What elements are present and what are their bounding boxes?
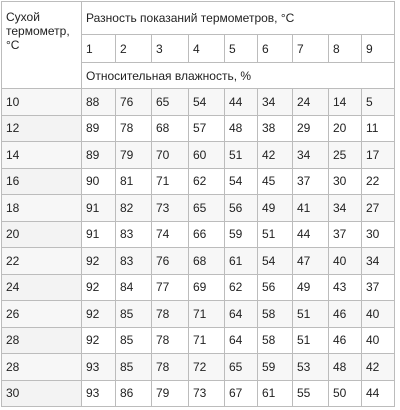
humidity-cell: 40 — [362, 327, 395, 354]
humidity-cell: 73 — [189, 380, 225, 407]
humidity-cell: 49 — [293, 274, 329, 301]
humidity-cell: 56 — [258, 274, 293, 301]
difference-value: 1 — [82, 35, 116, 63]
humidity-cell: 83 — [116, 221, 152, 248]
humidity-cell: 37 — [293, 168, 329, 195]
humidity-cell: 88 — [82, 89, 116, 116]
difference-value: 7 — [293, 35, 329, 63]
humidity-cell: 61 — [258, 380, 293, 407]
humidity-cell: 68 — [152, 115, 189, 142]
humidity-cell: 59 — [258, 354, 293, 381]
dry-temperature-cell: 28 — [2, 354, 82, 381]
humidity-cell: 82 — [116, 195, 152, 222]
humidity-cell: 37 — [329, 221, 362, 248]
humidity-cell: 89 — [82, 142, 116, 169]
humidity-cell: 62 — [225, 274, 258, 301]
humidity-cell: 34 — [258, 89, 293, 116]
humidity-cell: 64 — [225, 327, 258, 354]
dry-temperature-cell: 26 — [2, 301, 82, 328]
humidity-cell: 93 — [82, 354, 116, 381]
humidity-cell: 58 — [258, 327, 293, 354]
humidity-cell: 25 — [329, 142, 362, 169]
humidity-cell: 76 — [116, 89, 152, 116]
dry-temperature-cell: 18 — [2, 195, 82, 222]
humidity-cell: 30 — [329, 168, 362, 195]
humidity-cell: 86 — [116, 380, 152, 407]
humidity-cell: 90 — [82, 168, 116, 195]
difference-header-row — [2, 2, 395, 35]
humidity-cell: 92 — [82, 274, 116, 301]
table-row — [2, 380, 395, 407]
humidity-cell: 54 — [225, 168, 258, 195]
humidity-cell: 44 — [293, 221, 329, 248]
humidity-cell: 51 — [293, 327, 329, 354]
humidity-cell: 48 — [225, 115, 258, 142]
humidity-cell: 71 — [189, 327, 225, 354]
table-row — [2, 274, 395, 301]
table-row — [2, 115, 395, 142]
humidity-cell: 11 — [362, 115, 395, 142]
humidity-cell: 41 — [293, 195, 329, 222]
humidity-cell: 56 — [225, 195, 258, 222]
humidity-cell: 78 — [152, 301, 189, 328]
humidity-cell: 74 — [152, 221, 189, 248]
table-row — [2, 301, 395, 328]
dry-temperature-cell: 28 — [2, 327, 82, 354]
humidity-cell: 53 — [293, 354, 329, 381]
humidity-cell: 54 — [189, 89, 225, 116]
psychrometric-table — [1, 1, 395, 407]
humidity-cell: 34 — [329, 195, 362, 222]
humidity-cell: 49 — [258, 195, 293, 222]
humidity-cell: 47 — [293, 248, 329, 275]
humidity-cell: 48 — [329, 354, 362, 381]
humidity-cell: 54 — [258, 248, 293, 275]
humidity-cell: 91 — [82, 221, 116, 248]
humidity-cell: 69 — [189, 274, 225, 301]
table-row — [2, 142, 395, 169]
humidity-cell: 45 — [258, 168, 293, 195]
humidity-cell: 34 — [362, 248, 395, 275]
humidity-cell: 85 — [116, 327, 152, 354]
humidity-cell: 20 — [329, 115, 362, 142]
dry-temperature-cell: 12 — [2, 115, 82, 142]
humidity-cell: 92 — [82, 301, 116, 328]
humidity-cell: 70 — [152, 142, 189, 169]
humidity-cell: 64 — [225, 301, 258, 328]
humidity-cell: 91 — [82, 195, 116, 222]
humidity-cell: 60 — [189, 142, 225, 169]
difference-value: 2 — [116, 35, 152, 63]
humidity-cell: 14 — [329, 89, 362, 116]
humidity-cell: 76 — [152, 248, 189, 275]
humidity-cell: 67 — [225, 380, 258, 407]
humidity-cell: 22 — [362, 168, 395, 195]
difference-header: Разность показаний термометров, °С — [82, 2, 395, 35]
dry-temperature-cell: 30 — [2, 380, 82, 407]
humidity-cell: 85 — [116, 301, 152, 328]
difference-value: 4 — [189, 35, 225, 63]
humidity-cell: 42 — [362, 354, 395, 381]
humidity-cell: 38 — [258, 115, 293, 142]
humidity-cell: 66 — [189, 221, 225, 248]
difference-value: 9 — [362, 35, 395, 63]
humidity-cell: 44 — [362, 380, 395, 407]
humidity-cell: 84 — [116, 274, 152, 301]
humidity-header: Относительная влажность, % — [82, 63, 395, 89]
humidity-cell: 93 — [82, 380, 116, 407]
humidity-cell: 73 — [152, 195, 189, 222]
table-row — [2, 354, 395, 381]
humidity-cell: 42 — [258, 142, 293, 169]
humidity-cell: 83 — [116, 248, 152, 275]
humidity-cell: 51 — [293, 301, 329, 328]
humidity-cell: 78 — [152, 327, 189, 354]
humidity-cell: 78 — [116, 115, 152, 142]
humidity-cell: 85 — [116, 354, 152, 381]
humidity-cell: 78 — [152, 354, 189, 381]
difference-value: 3 — [152, 35, 189, 63]
table-row — [2, 327, 395, 354]
humidity-cell: 92 — [82, 248, 116, 275]
humidity-cell: 51 — [258, 221, 293, 248]
dry-temperature-cell: 14 — [2, 142, 82, 169]
humidity-cell: 51 — [225, 142, 258, 169]
humidity-cell: 79 — [116, 142, 152, 169]
difference-value: 5 — [225, 35, 258, 63]
humidity-cell: 24 — [293, 89, 329, 116]
dry-thermometer-header: Сухой термометр, °С — [2, 2, 82, 89]
humidity-cell: 59 — [225, 221, 258, 248]
table-row — [2, 195, 395, 222]
humidity-cell: 57 — [189, 115, 225, 142]
humidity-cell: 72 — [189, 354, 225, 381]
humidity-cell: 50 — [329, 380, 362, 407]
table-row — [2, 89, 395, 116]
humidity-cell: 46 — [329, 301, 362, 328]
dry-temperature-cell: 22 — [2, 248, 82, 275]
humidity-cell: 30 — [362, 221, 395, 248]
humidity-cell: 89 — [82, 115, 116, 142]
dry-temperature-cell: 24 — [2, 274, 82, 301]
humidity-cell: 68 — [189, 248, 225, 275]
humidity-cell: 92 — [82, 327, 116, 354]
humidity-cell: 71 — [189, 301, 225, 328]
humidity-cell: 46 — [329, 327, 362, 354]
humidity-cell: 40 — [329, 248, 362, 275]
humidity-cell: 44 — [225, 89, 258, 116]
difference-value: 6 — [258, 35, 293, 63]
humidity-cell: 17 — [362, 142, 395, 169]
humidity-cell: 62 — [189, 168, 225, 195]
humidity-cell: 34 — [293, 142, 329, 169]
humidity-cell: 29 — [293, 115, 329, 142]
humidity-cell: 5 — [362, 89, 395, 116]
humidity-cell: 43 — [329, 274, 362, 301]
humidity-cell: 65 — [225, 354, 258, 381]
humidity-cell: 40 — [362, 301, 395, 328]
table-row — [2, 221, 395, 248]
dry-temperature-cell: 16 — [2, 168, 82, 195]
humidity-cell: 77 — [152, 274, 189, 301]
humidity-cell: 55 — [293, 380, 329, 407]
humidity-cell: 81 — [116, 168, 152, 195]
humidity-cell: 61 — [225, 248, 258, 275]
humidity-cell: 27 — [362, 195, 395, 222]
dry-temperature-cell: 10 — [2, 89, 82, 116]
humidity-cell: 65 — [189, 195, 225, 222]
humidity-cell: 65 — [152, 89, 189, 116]
table-row — [2, 168, 395, 195]
humidity-cell: 71 — [152, 168, 189, 195]
table-row — [2, 248, 395, 275]
difference-value: 8 — [329, 35, 362, 63]
dry-temperature-cell: 20 — [2, 221, 82, 248]
humidity-cell: 58 — [258, 301, 293, 328]
humidity-cell: 79 — [152, 380, 189, 407]
humidity-cell: 37 — [362, 274, 395, 301]
